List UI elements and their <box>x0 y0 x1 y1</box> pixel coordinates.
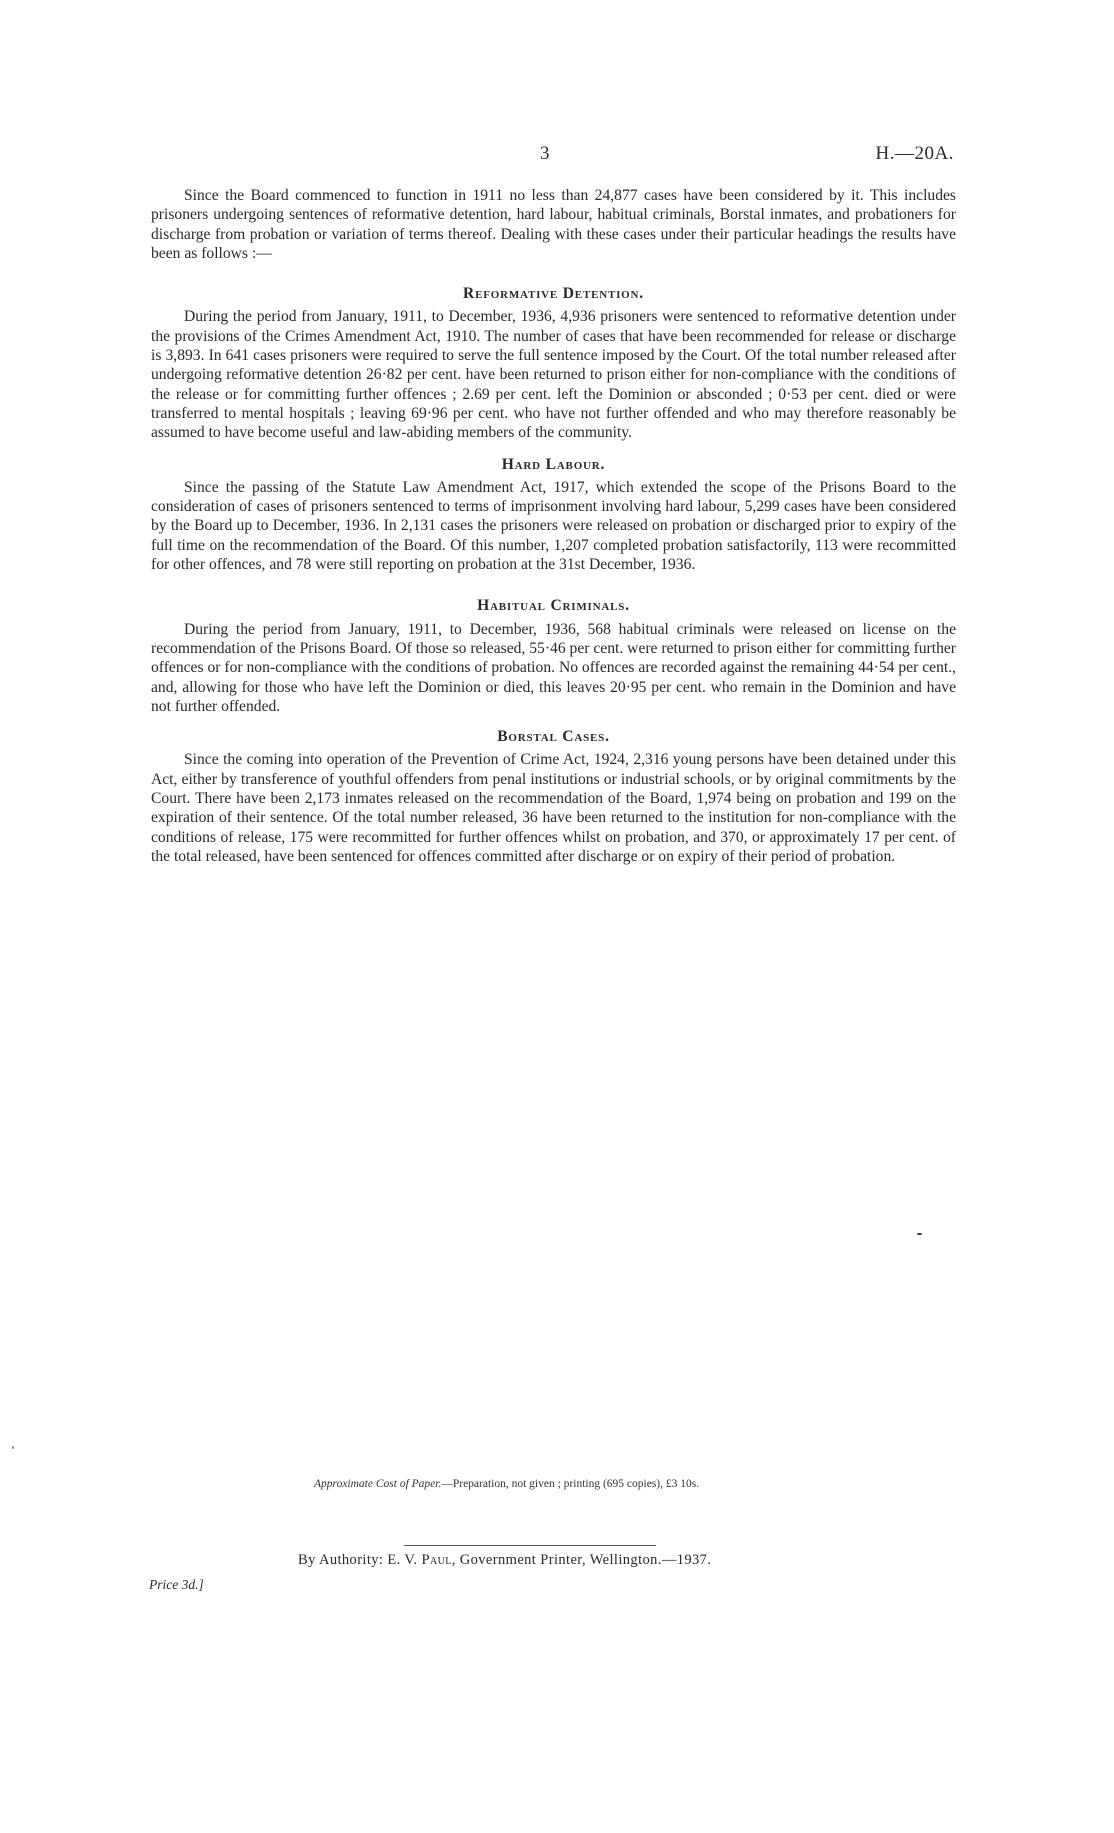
paragraph-reformative-detention: During the period from January, 1911, to December, 1936, 4,936 prisoners were sentenced to reformative detention under the provisions of the Crimes Amendment Act, 1910. The number of cases that have been recommended for release or discharge is 3,893. In 641 cases prisoners were required to serve the full sentence imposed by the Court. Of the total number released after undergoing reformative detention 26·82 per cent. have been returned to prison either for non-compliance with the conditions of the release or for committing further offences ; 2.69 per cent. left the Dominion or absconded ; 0·53 per cent. died or were transferred to mental hospitals ; leaving 69·96 per cent. who have not further offended and who may therefore reasonably be assumed to have become useful and law-abiding members of the community. <box>151 308 956 442</box>
imprint-suffix: , Government Printer, Wellington.—1937. <box>451 1552 712 1568</box>
printer-imprint <box>298 1552 711 1569</box>
cost-label: Approximate Cost of Paper. <box>314 1478 442 1490</box>
printer-name: Paul <box>421 1552 452 1568</box>
ink-speck <box>12 1446 14 1449</box>
paragraph-hard-labour: Since the passing of the Statute Law Amendment Act, 1917, which extended the scope of the Prisons Board to the consideration of cases of prisoners sentenced to terms of imprisonment involving hard labour, 5,299 cases have been considered by the Board up to December, 1936. In 2,131 cases the prisoners were released on probation or discharged prior to expiry of the full time on the recommendation of the Board. Of this number, 1,207 completed probation satisfactorily, 113 were recommitted for other offences, and 78 were still reporting on probation at the 31st December, 1936. <box>151 478 956 574</box>
footer-divider <box>404 1545 656 1546</box>
heading-hard-labour: Hard Labour. <box>501 455 606 473</box>
cost-of-paper-note <box>314 1478 699 1490</box>
intro-paragraph: Since the Board commenced to function in 1911 no less than 24,877 cases have been considered by it. This includes prisoners undergoing sentences of reformative detention, hard labour, habitual criminals, Borstal inmates, and probationers for discharge from probation or variation of terms thereof. Dealing with these cases under their particular headings the results have been as follows :— <box>151 187 956 262</box>
document-body <box>151 186 956 866</box>
imprint-prefix: By Authority: E. V. <box>298 1552 422 1568</box>
heading-borstal-cases: Borstal Cases. <box>497 728 610 746</box>
heading-habitual-criminals: Habitual Criminals. <box>477 597 630 615</box>
paragraph-habitual-criminals: During the period from January, 1911, to December, 1936, 568 habitual criminals were released on license on the recommendation of the Prisons Board. Of those so released, 55·46 per cent. were returned to prison either for committing further offences or for non-compliance with the conditions of probation. No offences are recorded against the remaining 44·54 per cent., and, allowing for those who have left the Dominion or died, this leaves 20·95 per cent. who remain in the Dominion and have not further offended. <box>151 620 956 715</box>
ink-speck <box>917 1233 922 1235</box>
page-number: 3 <box>540 143 550 164</box>
document-reference: H.—20A. <box>875 143 954 164</box>
cost-detail: —Preparation, not given ; printing (695 copies), £3 10s. <box>441 1478 700 1490</box>
price-label: Price 3d.] <box>149 1577 204 1592</box>
heading-reformative-detention: Reformative Detention. <box>463 285 644 303</box>
paragraph-borstal-cases: Since the coming into operation of the Prevention of Crime Act, 1924, 2,316 young persons have been detained under this Act, either by transference of youthful offenders from penal institutions or industrial schools, or by original commitments by the Court. There have been 2,173 inmates released on the recommendation of the Board, 1,974 being on probation and 199 on the expiration of their sentence. Of the total number released, 36 have been returned to the institution for non-compliance with the conditions of release, 175 were recommitted for further offences whilst on probation, and 370, or approximately 17 per cent. of the total released, have been sentenced for offences committed after discharge or on expiry of their period of probation. <box>151 751 956 865</box>
